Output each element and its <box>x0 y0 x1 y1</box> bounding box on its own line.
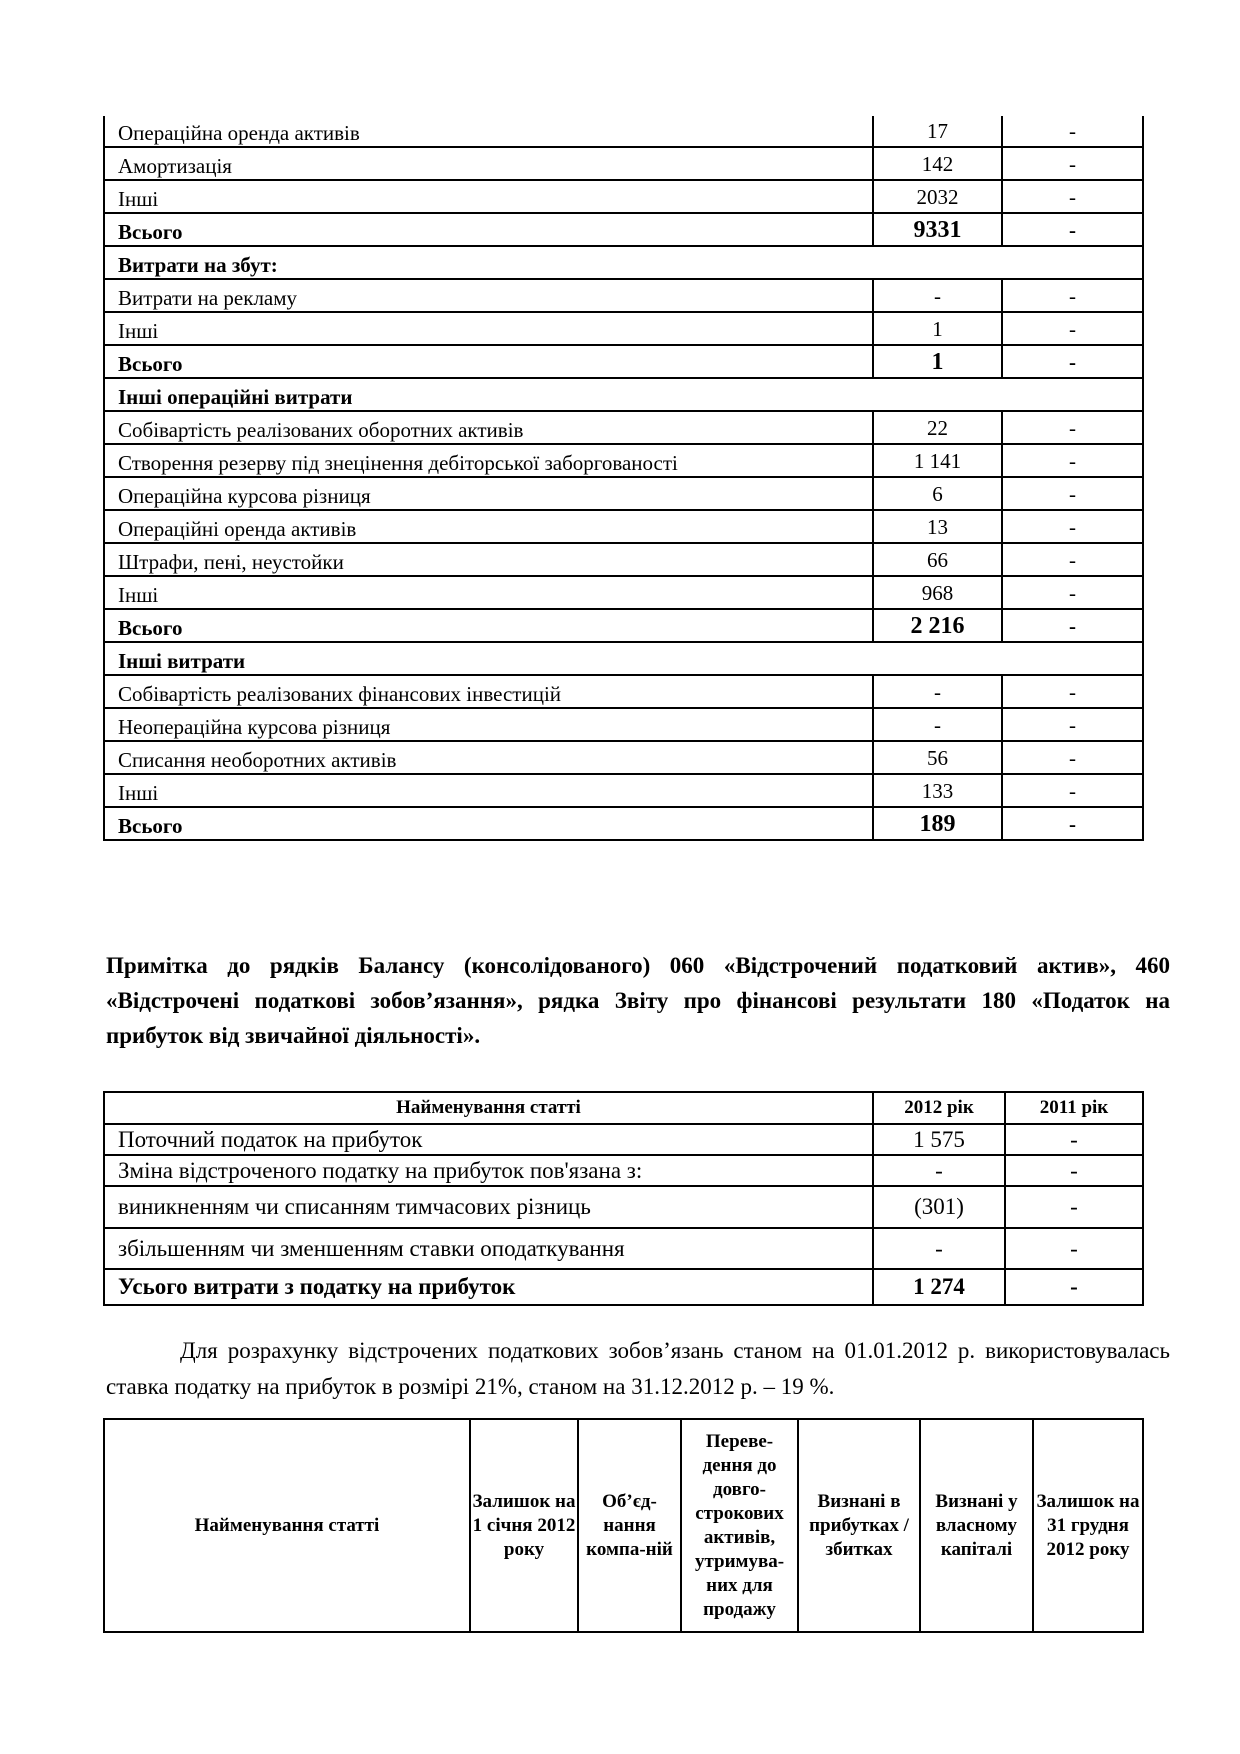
value-2012: 1 141 <box>873 444 1002 477</box>
table-row <box>104 477 1143 510</box>
value-2012: - <box>873 1228 1005 1269</box>
total-row <box>104 345 1143 378</box>
value-2012: 133 <box>873 774 1002 807</box>
section-title: Інші витрати <box>104 642 1143 675</box>
value-2011: - <box>1002 807 1143 840</box>
section-title: Інші операційні витрати <box>104 378 1143 411</box>
row-name: збільшенням чи зменшенням ставки оподаткування <box>104 1228 873 1269</box>
value-2011: - <box>1002 345 1143 378</box>
table-row <box>104 708 1143 741</box>
table-row <box>104 576 1143 609</box>
value-2012: 1 274 <box>873 1269 1005 1305</box>
table-row <box>104 1186 1143 1228</box>
row-name: Операційна оренда активів <box>104 116 873 147</box>
table-row <box>104 774 1143 807</box>
value-2011: - <box>1002 708 1143 741</box>
column-header: Об’єд-нання компа-ній <box>578 1419 681 1632</box>
value-2011: - <box>1002 312 1143 345</box>
row-name: виникненням чи списанням тимчасових різниць <box>104 1186 873 1228</box>
value-2012: 17 <box>873 116 1002 147</box>
value-2011: - <box>1005 1155 1143 1186</box>
row-name: Всього <box>104 807 873 840</box>
value-2011: - <box>1002 675 1143 708</box>
value-2011: - <box>1005 1124 1143 1155</box>
row-name: Неопераційна курсова різниця <box>104 708 873 741</box>
row-name: Інші <box>104 774 873 807</box>
note-heading: Примітка до рядків Балансу (консолідованого) 060 «Відстрочений податковий актив», 460 «Відстрочені податкові зобов’язання», рядка Звіту про фінансові результати 180 «Податок на прибуток від звичайної діяльності». <box>106 953 1170 1048</box>
table-row <box>104 147 1143 180</box>
value-2011: - <box>1005 1228 1143 1269</box>
value-2011: - <box>1002 510 1143 543</box>
row-name: Списання необоротних активів <box>104 741 873 774</box>
value-2012: 2 216 <box>873 609 1002 642</box>
value-2011: - <box>1002 774 1143 807</box>
value-2012: - <box>873 675 1002 708</box>
section-row <box>104 378 1143 411</box>
value-2011: - <box>1002 180 1143 213</box>
value-2012: - <box>873 279 1002 312</box>
value-2011: - <box>1002 741 1143 774</box>
section-row <box>104 246 1143 279</box>
total-row <box>104 1269 1143 1305</box>
value-2012: - <box>873 708 1002 741</box>
row-name: Амортизація <box>104 147 873 180</box>
table-row <box>104 1155 1143 1186</box>
row-name: Операційна курсова різниця <box>104 477 873 510</box>
row-name: Всього <box>104 345 873 378</box>
value-2011: - <box>1002 477 1143 510</box>
value-2012: 6 <box>873 477 1002 510</box>
column-header: Переве-дення до довго-строкових активів, утримува-них для продажу <box>681 1419 798 1632</box>
value-2012: 142 <box>873 147 1002 180</box>
table-row <box>104 510 1143 543</box>
column-header: Найменування статті <box>104 1419 470 1632</box>
column-header: Залишок на 31 грудня 2012 року <box>1033 1419 1143 1632</box>
row-name: Інші <box>104 312 873 345</box>
table-row <box>104 180 1143 213</box>
total-row <box>104 807 1143 840</box>
expenses-table <box>103 116 1144 841</box>
tax-rate-paragraph: Для розрахунку відстрочених податкових зобов’язань станом на 01.01.2012 р. використовувалась ставка податку на прибуток в розмірі 21%, станом на 31.12.2012 р. – 19 %. <box>106 1338 1170 1399</box>
value-2011: - <box>1002 116 1143 147</box>
table-row <box>104 116 1143 147</box>
row-name: Зміна відстроченого податку на прибуток пов'язана з: <box>104 1155 873 1186</box>
row-name: Всього <box>104 213 873 246</box>
row-name: Собівартість реалізованих фінансових інвестицій <box>104 675 873 708</box>
total-row <box>104 213 1143 246</box>
table-row <box>104 444 1143 477</box>
value-2011: - <box>1002 543 1143 576</box>
row-name: Штрафи, пені, неустойки <box>104 543 873 576</box>
value-2011: - <box>1002 576 1143 609</box>
table-row <box>104 411 1143 444</box>
deferred-tax-table <box>103 1418 1144 1633</box>
value-2012: 9331 <box>873 213 1002 246</box>
value-2011: - <box>1002 411 1143 444</box>
table-row <box>104 675 1143 708</box>
value-2012: (301) <box>873 1186 1005 1228</box>
column-header: Залишок на 1 січня 2012 року <box>470 1419 578 1632</box>
row-name: Інші <box>104 576 873 609</box>
column-header: Визнані в прибутках /збитках <box>798 1419 920 1632</box>
table-row <box>104 312 1143 345</box>
value-2012: - <box>873 1155 1005 1186</box>
row-name: Усього витрати з податку на прибуток <box>104 1269 873 1305</box>
value-2012: 1 575 <box>873 1124 1005 1155</box>
table-row <box>104 1228 1143 1269</box>
header-2011: 2011 рік <box>1005 1092 1143 1124</box>
value-2012: 189 <box>873 807 1002 840</box>
row-name: Всього <box>104 609 873 642</box>
value-2012: 1 <box>873 345 1002 378</box>
value-2011: - <box>1002 279 1143 312</box>
value-2011: - <box>1005 1186 1143 1228</box>
header-2012: 2012 рік <box>873 1092 1005 1124</box>
value-2011: - <box>1002 147 1143 180</box>
total-row <box>104 609 1143 642</box>
table-row <box>104 1124 1143 1155</box>
value-2012: 56 <box>873 741 1002 774</box>
section-title: Витрати на збут: <box>104 246 1143 279</box>
row-name: Інші <box>104 180 873 213</box>
row-name: Створення резерву під знецінення дебіторської заборгованості <box>104 444 873 477</box>
header-name: Найменування статті <box>104 1092 873 1124</box>
row-name: Витрати на рекламу <box>104 279 873 312</box>
row-name: Поточний податок на прибуток <box>104 1124 873 1155</box>
table-header-row <box>104 1419 1143 1632</box>
value-2011: - <box>1002 444 1143 477</box>
table-row <box>104 741 1143 774</box>
section-row <box>104 642 1143 675</box>
income-tax-table <box>103 1091 1144 1306</box>
table-row <box>104 543 1143 576</box>
value-2012: 2032 <box>873 180 1002 213</box>
value-2012: 1 <box>873 312 1002 345</box>
table-header-row <box>104 1092 1143 1124</box>
row-name: Операційні оренда активів <box>104 510 873 543</box>
value-2012: 66 <box>873 543 1002 576</box>
value-2011: - <box>1002 213 1143 246</box>
value-2012: 968 <box>873 576 1002 609</box>
value-2011: - <box>1002 609 1143 642</box>
row-name: Собівартість реалізованих оборотних активів <box>104 411 873 444</box>
table-row <box>104 279 1143 312</box>
value-2012: 13 <box>873 510 1002 543</box>
column-header: Визнані у власному капіталі <box>920 1419 1033 1632</box>
value-2012: 22 <box>873 411 1002 444</box>
value-2011: - <box>1005 1269 1143 1305</box>
